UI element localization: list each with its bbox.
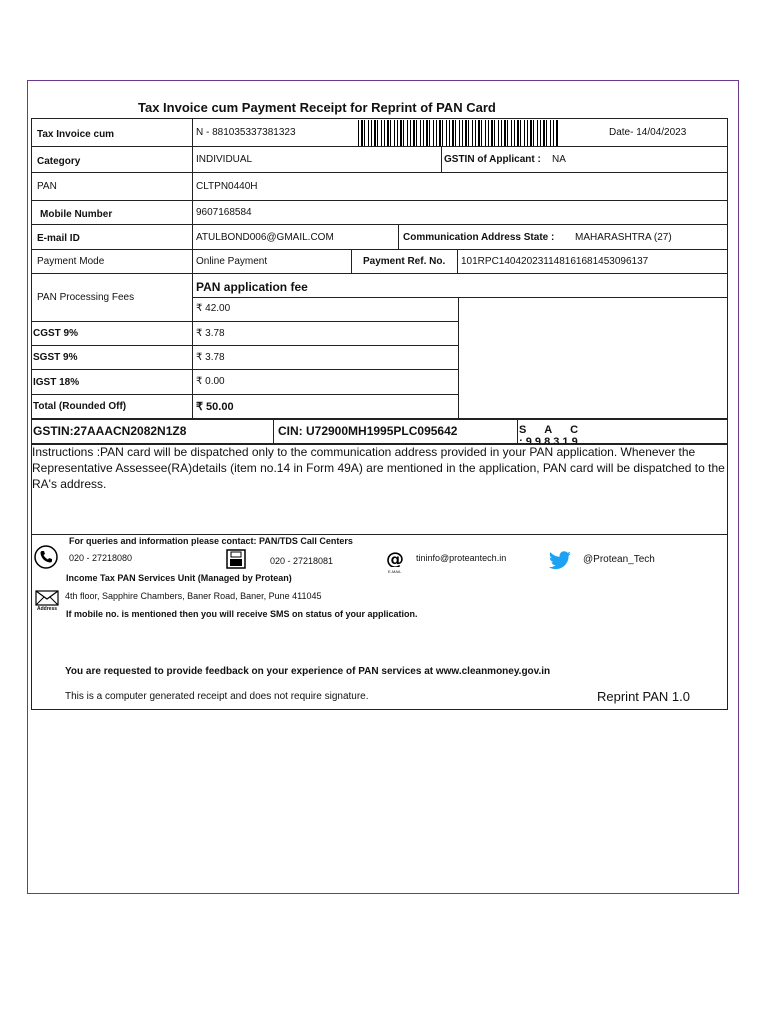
cgst-value: ₹ 3.78 bbox=[196, 328, 225, 339]
total-label: Total (Rounded Off) bbox=[33, 401, 127, 412]
app-fee-value: ₹ 42.00 bbox=[196, 303, 231, 314]
email-icon-caption: E-MAIL bbox=[388, 569, 402, 574]
office-address: 4th floor, Sapphire Chambers, Baner Road, Baner, Pune 411045 bbox=[65, 591, 322, 601]
twitter-icon bbox=[548, 551, 572, 571]
receipt-title: Tax Invoice cum Payment Receipt for Reprint of PAN Card bbox=[138, 100, 496, 115]
row-divider bbox=[31, 146, 728, 147]
row-divider bbox=[31, 172, 728, 173]
version-label: Reprint PAN 1.0 bbox=[597, 689, 690, 704]
twitter-handle: @Protean_Tech bbox=[583, 554, 655, 565]
address-icon-caption: Address bbox=[37, 606, 58, 612]
category-value: INDIVIDUAL bbox=[196, 154, 253, 165]
tax-invoice-number: N - 881035337381323 bbox=[196, 127, 296, 138]
phone-icon bbox=[34, 545, 58, 569]
section-divider bbox=[31, 534, 728, 535]
row-divider bbox=[31, 345, 459, 346]
company-cin: CIN: U72900MH1995PLC095642 bbox=[278, 424, 458, 438]
col-divider bbox=[458, 297, 459, 419]
feedback-note: You are requested to provide feedback on your experience of PAN services at www.cleanmoney.gov.in bbox=[65, 666, 551, 677]
payment-mode-value: Online Payment bbox=[196, 256, 268, 267]
comm-state-label: Communication Address State : bbox=[403, 232, 555, 243]
sms-note: If mobile no. is mentioned then you will receive SMS on status of your application. bbox=[66, 609, 418, 619]
row-divider bbox=[31, 273, 728, 274]
col-divider bbox=[441, 146, 442, 172]
sac-label: S A C bbox=[519, 424, 579, 436]
pan-label: PAN bbox=[37, 181, 57, 192]
sgst-label: SGST 9% bbox=[33, 352, 78, 363]
envelope-icon bbox=[35, 590, 59, 606]
phone-2: 020 - 27218081 bbox=[270, 556, 334, 566]
row-divider bbox=[31, 200, 728, 201]
mobile-value: 9607168584 bbox=[196, 207, 252, 218]
igst-label: IGST 18% bbox=[33, 377, 80, 388]
sac-code: : 9 9 8 3 1 9 bbox=[519, 436, 578, 448]
sgst-value: ₹ 3.78 bbox=[196, 352, 225, 363]
gstin-applicant-value: NA bbox=[552, 154, 566, 165]
col-divider bbox=[398, 224, 399, 249]
svg-text:@: @ bbox=[386, 549, 404, 567]
gstin-applicant-label: GSTIN of Applicant : bbox=[444, 154, 541, 165]
contact-email: tininfo@proteantech.in bbox=[416, 553, 507, 563]
row-divider bbox=[31, 321, 459, 322]
row-divider bbox=[192, 297, 728, 298]
col-divider bbox=[192, 118, 193, 419]
app-fee-label: PAN application fee bbox=[196, 280, 308, 294]
payment-ref-value: 101RPC140420231148161681453096137 bbox=[461, 256, 649, 267]
row-divider bbox=[31, 224, 728, 225]
row-divider bbox=[31, 369, 459, 370]
pan-value: CLTPN0440H bbox=[196, 181, 258, 192]
email-at-icon bbox=[384, 549, 406, 571]
email-label: E-mail ID bbox=[37, 233, 80, 244]
tax-invoice-label: Tax Invoice cum bbox=[37, 129, 115, 140]
fax-icon bbox=[226, 549, 246, 569]
col-divider bbox=[351, 249, 352, 273]
payment-ref-label: Payment Ref. No. bbox=[363, 256, 446, 267]
barcode bbox=[358, 120, 558, 146]
processing-fees-label: PAN Processing Fees bbox=[37, 292, 135, 303]
instructions-text: Instructions :PAN card will be dispatched only to the communication address provided in your PAN application. Whenever the Representative Assessee(RA)details (item no.14 in Form 49A) are mentioned in the application, PAN card will be dispatched to the RA's address. bbox=[32, 445, 725, 491]
total-value: ₹ 50.00 bbox=[196, 401, 234, 413]
details-table bbox=[31, 118, 728, 419]
row-divider bbox=[31, 394, 459, 395]
category-label: Category bbox=[37, 156, 81, 167]
phone-1: 020 - 27218080 bbox=[69, 553, 133, 563]
contact-heading: For queries and information please contact: PAN/TDS Call Centers bbox=[69, 536, 353, 546]
cgst-label: CGST 9% bbox=[33, 328, 79, 339]
mobile-label: Mobile Number bbox=[40, 209, 113, 220]
comm-state-value: MAHARASHTRA (27) bbox=[575, 232, 672, 243]
email-value: ATULBOND006@GMAIL.COM bbox=[196, 232, 334, 243]
invoice-date: Date- 14/04/2023 bbox=[609, 127, 687, 138]
col-divider bbox=[457, 249, 458, 273]
pan-unit: Income Tax PAN Services Unit (Managed by Protean) bbox=[66, 573, 292, 583]
col-divider bbox=[273, 419, 274, 444]
col-divider bbox=[517, 419, 518, 444]
company-gstin: GSTIN:27AAACN2082N1Z8 bbox=[33, 424, 187, 438]
payment-mode-label: Payment Mode bbox=[37, 256, 105, 267]
igst-value: ₹ 0.00 bbox=[196, 376, 225, 387]
generated-note: This is a computer generated receipt and does not require signature. bbox=[65, 691, 369, 702]
row-divider bbox=[31, 249, 728, 250]
